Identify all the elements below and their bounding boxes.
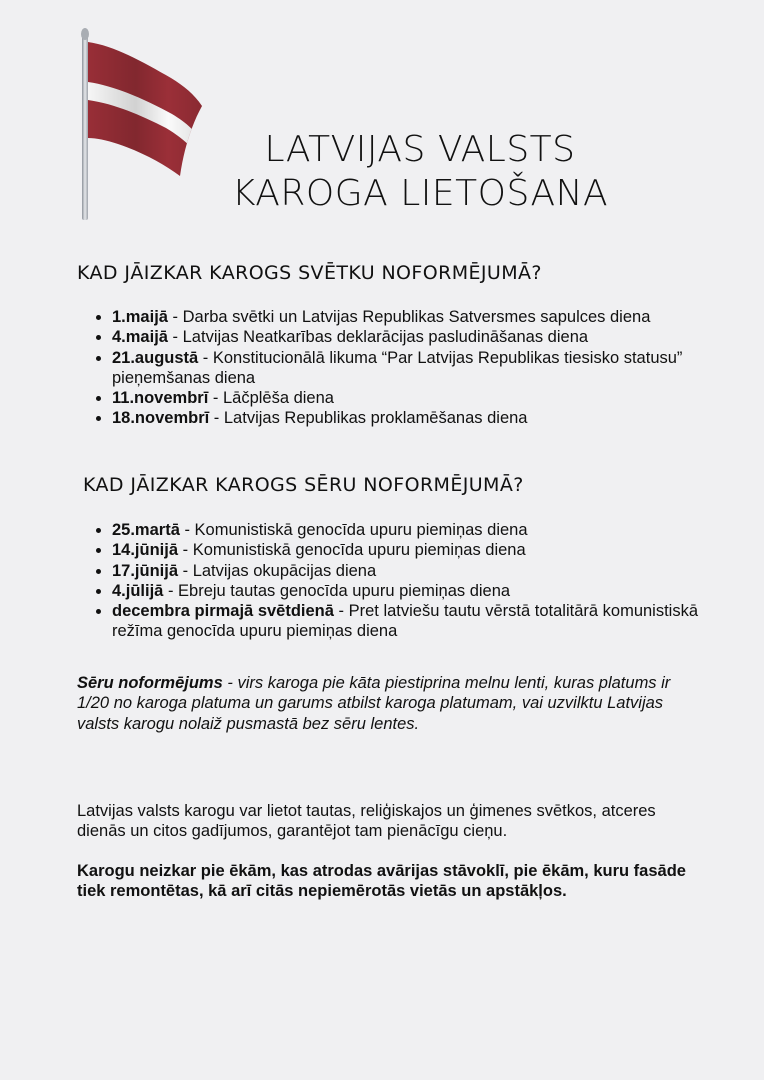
list-item [112,408,742,428]
list-item-date: 1.maijā [112,308,168,326]
mourning-heading: KAD JĀIZKAR KAROGS SĒRU NOFORMĒJUMĀ? [83,474,524,496]
list-item-description: - Ebreju tautas genocīda upuru piemiņas diena [163,581,511,600]
title-line-2: KAROGA LIETOŠANA [231,173,609,214]
festive-dates-list [74,307,742,429]
page-title [170,128,670,216]
list-item-date: 17.jūnijā [112,561,179,580]
list-item-date: 11.novembrī [112,389,209,408]
list-item [112,561,742,581]
list-item [112,540,742,560]
festive-heading: KAD JĀIZKAR KAROGS SVĒTKU NOFORMĒJUMĀ? [77,262,542,284]
usage-paragraph: Latvijas valsts karogu var lietot tautas, reliģiskajos un ģimenes svētkos, atceres dienās un citos gadījumos, garantējot tam pienācīgu cieņu. [77,802,656,841]
list-item-date: 21.augustā [112,348,199,367]
list-item [112,520,742,540]
mourning-decoration-note [77,673,697,734]
list-item [112,348,742,389]
note-text: - virs karoga pie kāta piestiprina melnu lenti, kuras platums ir 1/20 no karoga platuma un garums atbilst karoga platumam, vai uzvilktu Latvijas valsts karogu nolaiž pusmastā bez sēru lentes. [77,674,671,733]
list-item-description: - Latvijas Neatkarības deklarācijas pasludināšanas diena [167,328,589,347]
warning-paragraph: Karogu neizkar pie ēkām, kas atrodas avārijas stāvoklī, pie ēkām, kuru fasāde tiek remontētas, kā arī citās nepiemērotās vietās un apstākļos. [77,862,686,901]
list-item-date: 25.martā [112,521,180,539]
list-item-date: 4.jūlijā [112,581,164,600]
list-item-description: - Lāčplēša diena [208,389,334,408]
list-item-description: - Latvijas Republikas proklamēšanas diena [209,409,528,428]
list-item-date: 14.jūnijā [112,541,179,560]
mourning-dates-list [74,520,742,642]
list-item-description: - Pret latviešu tautu vērstā totalitārā komunistiskā režīma genocīda upuru piemiņas diena [112,602,699,641]
list-item [112,307,742,327]
list-item-description: - Konstitucionālā likuma “Par Latvijas Republikas tiesisko statusu” pieņemšanas diena [112,348,683,387]
list-item [112,327,742,347]
list-item-description: - Latvijas okupācijas diena [178,561,377,580]
list-item [112,601,742,642]
list-item [112,581,742,601]
list-item-description: - Darba svētki un Latvijas Republikas Satversmes sapulces diena [167,308,651,326]
list-item-description: - Komunistiskā genocīda upuru piemiņas diena [178,541,526,560]
list-item-date: 4.maijā [112,328,168,347]
list-item-date: 18.novembrī [112,409,210,428]
list-item [112,388,742,408]
list-item-date: decembra pirmajā svētdienā [112,602,334,621]
list-item-description: - Komunistiskā genocīda upuru piemiņas diena [179,521,528,539]
title-line-1: LATVIJAS VALSTS [264,129,576,170]
note-term: Sēru noformējums [77,674,223,692]
